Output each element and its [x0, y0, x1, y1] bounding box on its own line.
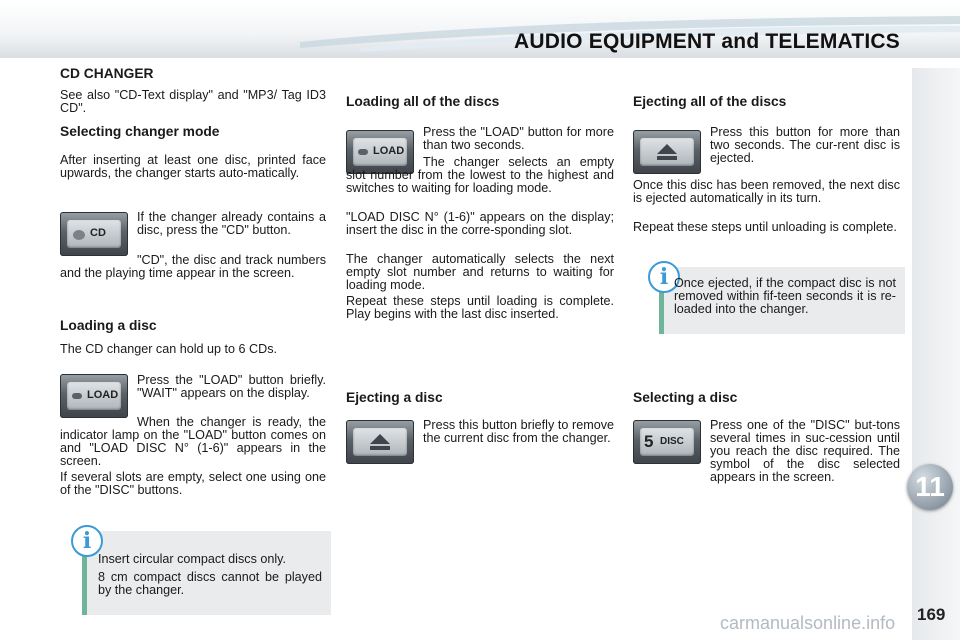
load-button-text: Press the "LOAD" button briefly. "WAIT" appears on the display.	[137, 373, 326, 400]
info-note-box-2	[659, 264, 905, 334]
page-number: 169	[917, 605, 946, 624]
watermark-text: carmanualsonline.info	[720, 613, 896, 633]
cd-button-illustration: CD	[60, 212, 128, 256]
loading-disc-intro: The CD changer can hold up to 6 CDs.	[60, 342, 278, 356]
eject-all-button-illustration	[633, 130, 701, 174]
info-icon: i	[648, 261, 680, 293]
eject-icon	[369, 433, 391, 451]
select-disc-text: Press one of the "DISC" but-tons several times in suc-cession until you reach the disc required. The symbol of the disc selected appears in the screen.	[710, 418, 900, 484]
load-ready-text: When the changer is ready, the indicator lamp on the "LOAD" button comes on and "LOAD DISC N° (1-6)" appears in the screen.	[60, 415, 326, 468]
load-all-text-4: The changer automatically selects the next empty slot number and returns to waiting for loading mode.	[346, 252, 614, 292]
header-bar	[0, 0, 960, 58]
load-select-slot-text: If several slots are empty, select one using one of the "DISC" buttons.	[60, 470, 326, 497]
note-reload-text: Once ejected, if the compact disc is not removed within fif-teen seconds it is re-loaded into the changer.	[674, 276, 896, 316]
info-icon: i	[71, 525, 103, 557]
eject-all-text-2: Once this disc has been removed, the next disc is ejected automatically in its turn.	[633, 178, 900, 205]
load-button-illustration: LOAD	[60, 374, 128, 418]
eject-all-text-3: Repeat these steps until unloading is complete.	[633, 220, 897, 234]
load-all-button-illustration: LOAD	[346, 130, 414, 174]
eject-icon	[656, 143, 678, 161]
note-8cm-discs: 8 cm compact discs cannot be played by the changer.	[98, 570, 322, 597]
load-all-text-2: The changer selects an empty slot number from the lowest to the highest and switches to waiting for loading mode.	[346, 155, 614, 195]
load-all-text-5: Repeat these steps until loading is complete. Play begins with the last disc inserted.	[346, 294, 614, 321]
load-all-text-3: "LOAD DISC N° (1-6)" appears on the display; insert the disc in the corre-sponding slot.	[346, 210, 614, 237]
chapter-badge: 11	[907, 464, 953, 510]
chapter-sidebar	[912, 68, 960, 640]
disc-button-illustration: 5 DISC	[633, 420, 701, 464]
note-circular-discs: Insert circular compact discs only.	[98, 552, 287, 566]
eject-all-text-1: Press this button for more than two seconds. The cur-rent disc is ejected.	[710, 125, 900, 165]
eject-button-illustration	[346, 420, 414, 464]
cd-display-text: "CD", the disc and track numbers and the playing time appear in the screen.	[60, 253, 326, 280]
heading-loading-all-discs: Loading all of the discs	[346, 94, 500, 109]
eject-disc-text: Press this button briefly to remove the current disc from the changer.	[423, 418, 614, 445]
section-heading-cd-changer: CD CHANGER	[60, 66, 154, 81]
heading-selecting-changer-mode: Selecting changer mode	[60, 124, 220, 139]
heading-selecting-a-disc: Selecting a disc	[633, 390, 738, 405]
cd-changer-intro: See also "CD-Text display" and "MP3/ Tag ID3 CD".	[60, 88, 326, 115]
changer-mode-text: After inserting at least one disc, printed face upwards, the changer starts auto-matically.	[60, 153, 326, 180]
heading-ejecting-a-disc: Ejecting a disc	[346, 390, 443, 405]
info-note-box-1	[82, 528, 331, 615]
cd-button-text: If the changer already contains a disc, press the "CD" button.	[137, 210, 326, 237]
heading-loading-a-disc: Loading a disc	[60, 318, 157, 333]
heading-ejecting-all-discs: Ejecting all of the discs	[633, 94, 787, 109]
load-all-text-1: Press the "LOAD" button for more than two seconds.	[423, 125, 614, 152]
page-title: AUDIO EQUIPMENT and TELEMATICS	[514, 30, 900, 53]
